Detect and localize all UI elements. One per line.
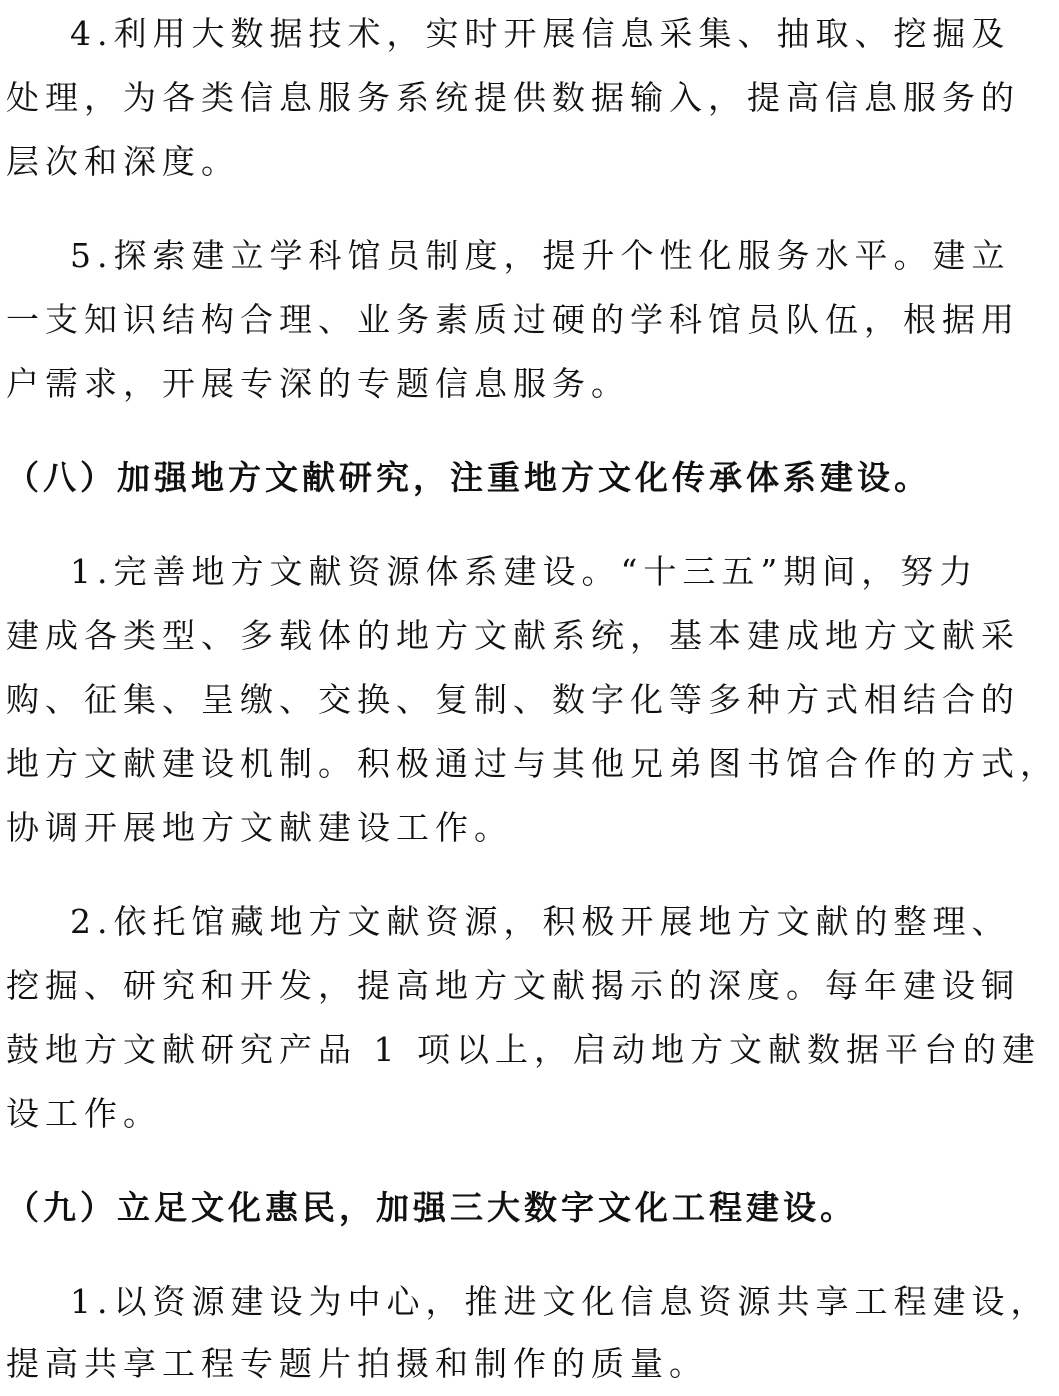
section-8-paragraph-2-line-4: 设工作。 — [6, 1094, 162, 1133]
paragraph-5-line-2: 一支知识结构合理、业务素质过硬的学科馆员队伍，根据用 — [6, 300, 1020, 339]
paragraph-5-line-3: 户需求，开展专深的专题信息服务。 — [6, 364, 630, 403]
section-9-heading: （九）立足文化惠民，加强三大数字文化工程建设。 — [6, 1188, 857, 1227]
paragraph-5-line-1: 5.探索建立学科馆员制度，提升个性化服务水平。建立 — [70, 236, 1011, 275]
section-8-paragraph-1-line-3: 购、征集、呈缴、交换、复制、数字化等多种方式相结合的 — [6, 680, 1020, 719]
section-8-paragraph-1-line-4: 地方文献建设机制。积极通过与其他兄弟图书馆合作的方式， — [6, 744, 1059, 783]
paragraph-4-line-3: 层次和深度。 — [6, 142, 240, 181]
section-8-paragraph-2-line-2: 挖掘、研究和开发，提高地方文献揭示的深度。每年建设铜 — [6, 966, 1020, 1005]
section-9-paragraph-1-line-2: 提高共享工程专题片拍摄和制作的质量。 — [6, 1344, 708, 1383]
section-8-heading: （八）加强地方文献研究，注重地方文化传承体系建设。 — [6, 458, 931, 497]
section-8-paragraph-2-line-1: 2.依托馆藏地方文献资源，积极开展地方文献的整理、 — [70, 902, 1011, 941]
paragraph-4-line-2: 处理，为各类信息服务系统提供数据输入，提高信息服务的 — [6, 78, 1020, 117]
paragraph-4-line-1: 4.利用大数据技术，实时开展信息采集、抽取、挖掘及 — [70, 14, 1011, 53]
section-8-paragraph-1-line-2: 建成各类型、多载体的地方文献系统，基本建成地方文献采 — [6, 616, 1020, 655]
section-8-paragraph-1-line-1: 1.完善地方文献资源体系建设。“十三五”期间，努力 — [70, 552, 979, 591]
section-9-paragraph-1-line-1: 1.以资源建设为中心，推进文化信息资源共享工程建设， — [70, 1282, 1050, 1321]
section-8-paragraph-1-line-5: 协调开展地方文献建设工作。 — [6, 808, 513, 847]
section-8-paragraph-2-line-3: 鼓地方文献研究产品 1 项以上，启动地方文献数据平台的建 — [6, 1030, 1041, 1069]
